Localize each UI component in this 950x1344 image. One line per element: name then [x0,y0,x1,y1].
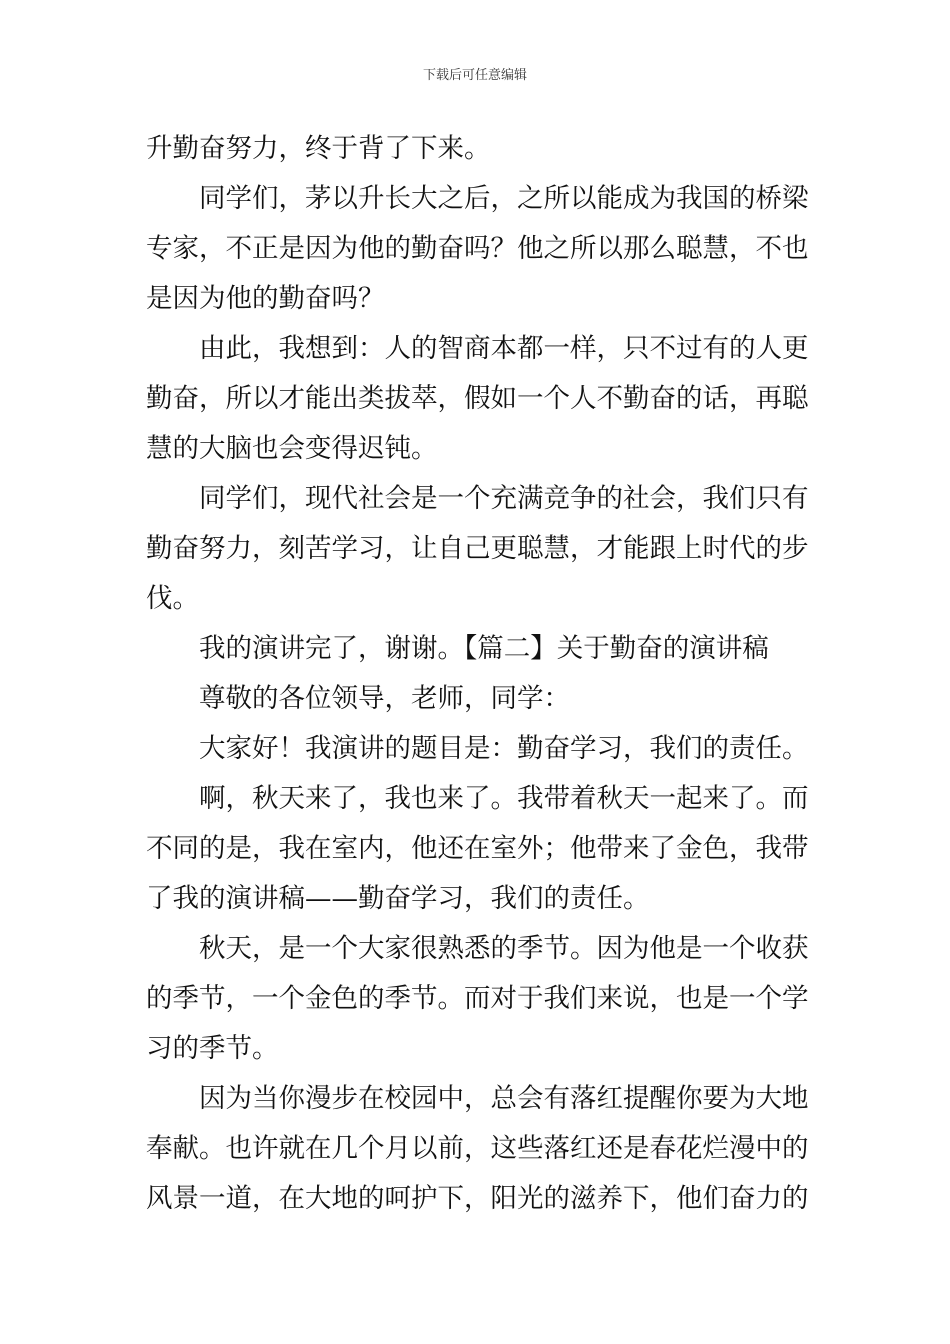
text-line: 了我的演讲稿——勤奋学习，我们的责任。 [146,883,650,914]
text-line: 我的演讲完了，谢谢。【篇二】关于勤奋的演讲稿 [199,633,769,664]
text-line: 勤奋，所以才能出类拔萃，假如一个人不勤奋的话，再聪 [146,383,809,414]
text-line: 慧的大脑也会变得迟钝。 [146,433,438,464]
text-line: 的季节，一个金色的季节。而对于我们来说，也是一个学 [146,983,809,1014]
text-line: 习的季节。 [146,1033,279,1064]
text-line: 专家，不正是因为他的勤奋吗？他之所以那么聪慧，不也 [146,233,809,264]
text-line: 升勤奋努力，终于背了下来。 [146,133,491,164]
text-line: 大家好！我演讲的题目是：勤奋学习，我们的责任。 [199,733,809,764]
text-line: 奉献。也许就在几个月以前，这些落红还是春花烂漫中的 [146,1133,809,1164]
text-line: 啊，秋天来了，我也来了。我带着秋天一起来了。而 [199,783,809,814]
text-line: 是因为他的勤奋吗？ [146,283,385,314]
text-line: 因为当你漫步在校园中，总会有落红提醒你要为大地 [199,1083,809,1114]
text-line: 由此，我想到：人的智商本都一样，只不过有的人更 [199,333,809,364]
text-line: 尊敬的各位领导，老师，同学： [199,683,570,714]
document-body [146,124,811,1224]
text-line: 伐。 [146,583,199,614]
text-line: 同学们，现代社会是一个充满竞争的社会，我们只有 [199,483,809,514]
text-line: 不同的是，我在室内，他还在室外；他带来了金色，我带 [146,833,809,864]
text-line: 风景一道，在大地的呵护下，阳光的滋养下，他们奋力的 [146,1183,809,1214]
page-header: 下载后可任意编辑 [422,68,527,83]
text-line: 勤奋努力，刻苦学习，让自己更聪慧，才能跟上时代的步 [146,533,809,564]
text-line: 同学们，茅以升长大之后，之所以能成为我国的桥梁 [199,183,809,214]
text-line: 秋天，是一个大家很熟悉的季节。因为他是一个收获 [199,933,809,964]
